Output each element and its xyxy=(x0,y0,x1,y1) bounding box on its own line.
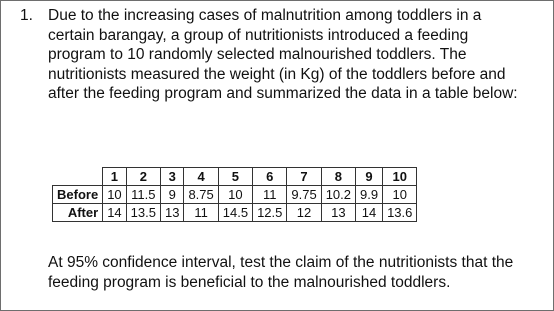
table-row-after xyxy=(53,204,417,222)
table-cell: 13 xyxy=(321,204,355,222)
table-cell: 14 xyxy=(356,204,383,222)
problem-block xyxy=(20,6,530,104)
table-cell: 8.75 xyxy=(184,186,218,204)
table-cell: 11 xyxy=(253,186,287,204)
header-cell: 3 xyxy=(160,168,183,186)
table-cell: 14.5 xyxy=(218,204,252,222)
header-cell: 9 xyxy=(356,168,383,186)
header-cell: 8 xyxy=(321,168,355,186)
header-cell: 2 xyxy=(126,168,160,186)
table-row-before xyxy=(53,186,417,204)
table-cell: 13.6 xyxy=(383,204,417,222)
row-label: Before xyxy=(53,186,103,204)
weights-table xyxy=(52,167,417,222)
header-cell: 7 xyxy=(287,168,321,186)
header-cell: 5 xyxy=(218,168,252,186)
table-cell: 10 xyxy=(218,186,252,204)
header-cell: 1 xyxy=(103,168,126,186)
table-cell: 10 xyxy=(103,186,126,204)
table-cell: 10 xyxy=(383,186,417,204)
question-row xyxy=(20,6,530,104)
table-header-row xyxy=(53,168,417,186)
table-cell: 12 xyxy=(287,204,321,222)
followup-instruction: At 95% confidence interval, test the claim of the nutritionists that the feeding program is beneficial to the malnourished toddlers. xyxy=(48,254,514,291)
question-number: 1. xyxy=(20,7,33,24)
header-cell: 6 xyxy=(253,168,287,186)
table-cell: 11.5 xyxy=(126,186,160,204)
table-cell: 9.9 xyxy=(356,186,383,204)
row-label: After xyxy=(53,204,103,222)
question-text: Due to the increasing cases of malnutrition among toddlers in a certain barangay, a group of nutritionists introduced a feeding program to 10 randomly selected malnourished toddlers. The nutritionists measured the weight (in Kg) of the toddlers before and after the feeding program and summarized the data in a table below: xyxy=(48,7,518,103)
table-cell: 9.75 xyxy=(287,186,321,204)
header-cell: 10 xyxy=(383,168,417,186)
table-cell: 11 xyxy=(184,204,218,222)
table-cell: 13 xyxy=(160,204,183,222)
table-cell: 12.5 xyxy=(253,204,287,222)
table-corner-cell xyxy=(53,168,103,186)
table-cell: 9 xyxy=(160,186,183,204)
header-cell: 4 xyxy=(184,168,218,186)
table-cell: 10.2 xyxy=(321,186,355,204)
table-cell: 14 xyxy=(103,204,126,222)
table-cell: 13.5 xyxy=(126,204,160,222)
